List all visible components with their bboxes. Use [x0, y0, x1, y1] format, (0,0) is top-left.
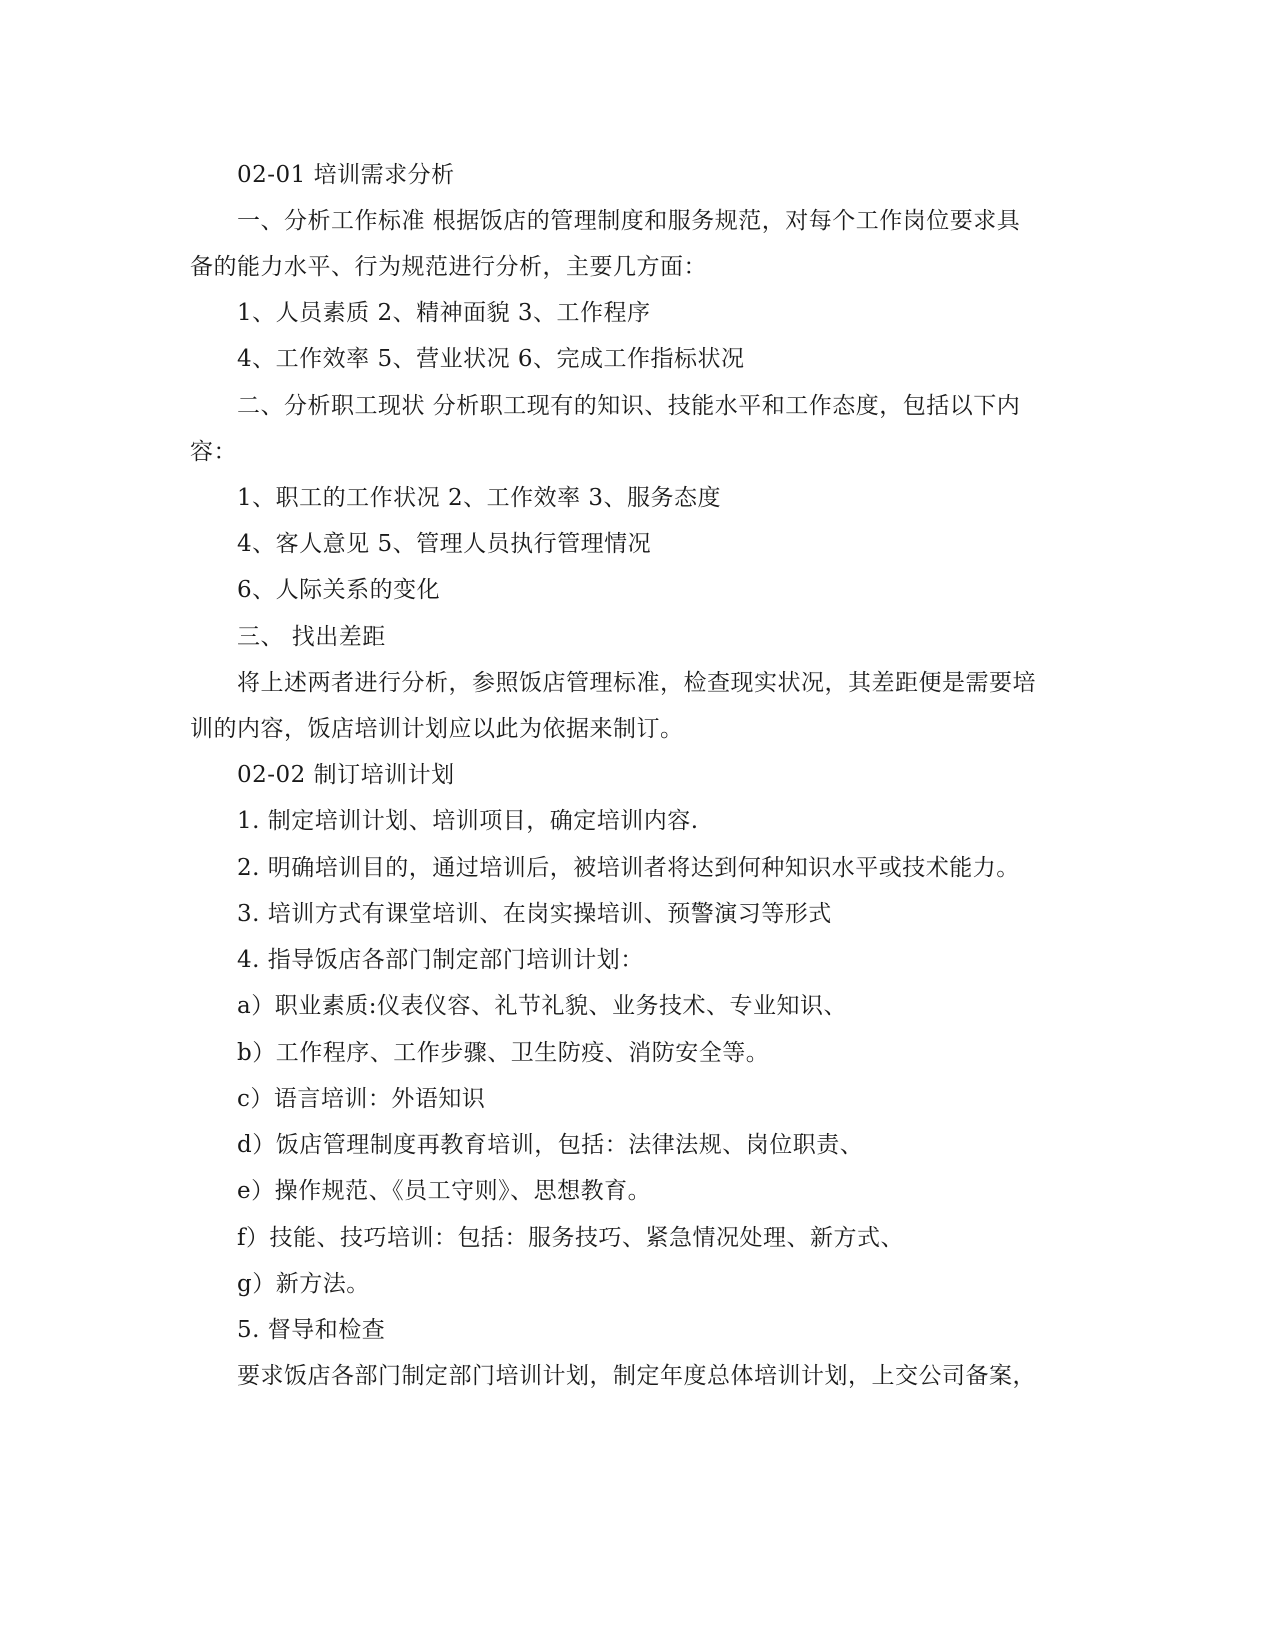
paragraph-line: 将上述两者进行分析，参照饭店管理标准，检查现实状况，其差距便是需要培 — [237, 670, 1036, 696]
list-item: d）饭店管理制度再教育培训，包括：法律法规、岗位职责、 — [237, 1132, 864, 1158]
list-item: a）职业素质:仪表仪容、礼节礼貌、业务技术、专业知识、 — [237, 993, 847, 1019]
paragraph-line: 一、分析工作标准 根据饭店的管理制度和服务规范，对每个工作岗位要求具 — [237, 208, 1021, 234]
list-item: 5. 督导和检查 — [237, 1317, 386, 1343]
paragraph-line: 三、 找出差距 — [237, 624, 386, 650]
paragraph-line: 二、分析职工现状 分析职工现有的知识、技能水平和工作态度，包括以下内 — [237, 393, 1021, 419]
list-item: 2. 明确培训目的，通过培训后，被培训者将达到何种知识水平或技术能力。 — [237, 855, 1020, 881]
paragraph-line: 要求饭店各部门制定部门培训计划，制定年度总体培训计划，上交公司备案， — [237, 1363, 1036, 1389]
list-item: 4、客人意见 5、管理人员执行管理情况 — [237, 531, 652, 557]
list-item: 4. 指导饭店各部门制定部门培训计划： — [237, 947, 644, 973]
paragraph-line: 训的内容，饭店培训计划应以此为依据来制订。 — [190, 716, 684, 742]
paragraph-line: 容： — [190, 439, 237, 465]
paragraph-line: 备的能力水平、行为规范进行分析，主要几方面： — [190, 254, 707, 280]
list-item: 1、职工的工作状况 2、工作效率 3、服务态度 — [237, 485, 722, 511]
list-item: 1、人员素质 2、精神面貌 3、工作程序 — [237, 300, 651, 326]
list-item: b）工作程序、工作步骤、卫生防疫、消防安全等。 — [237, 1040, 770, 1066]
list-item: e）操作规范、《员工守则》、思想教育。 — [237, 1178, 652, 1204]
list-item: 6、人际关系的变化 — [237, 577, 441, 603]
list-item: 4、工作效率 5、营业状况 6、完成工作指标状况 — [237, 346, 745, 372]
list-item: f）技能、技巧培训：包括：服务技巧、紧急情况处理、新方式、 — [237, 1225, 905, 1251]
list-item: 3. 培训方式有课堂培训、在岗实操培训、预警演习等形式 — [237, 901, 832, 927]
section-heading-02-01: 02-01 培训需求分析 — [237, 162, 455, 188]
list-item: g）新方法。 — [237, 1271, 370, 1297]
list-item: c）语言培训：外语知识 — [237, 1086, 486, 1112]
list-item: 1. 制定培训计划、培训项目，确定培训内容. — [237, 808, 699, 834]
section-heading-02-02: 02-02 制订培训计划 — [237, 762, 455, 788]
